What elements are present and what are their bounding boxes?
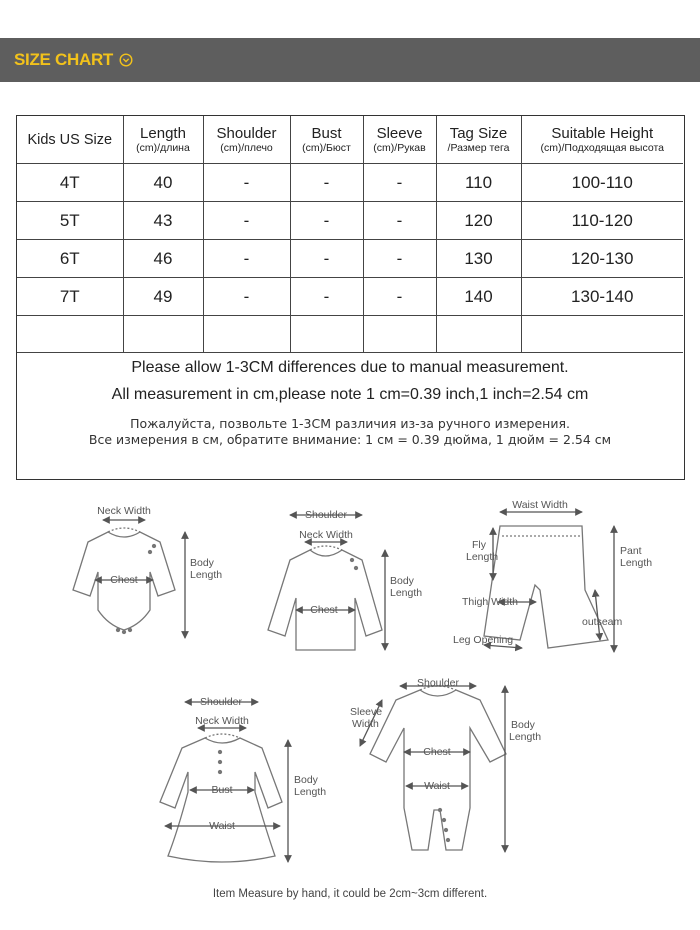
cell-bust: - bbox=[290, 240, 363, 278]
cell-bust: - bbox=[290, 278, 363, 316]
pants-outseam-label: outseam bbox=[582, 616, 623, 628]
shirt-body-length-label-1: Body bbox=[390, 575, 414, 587]
cell-sleeve: - bbox=[363, 164, 436, 202]
pants-pant-length-label-1: Pant bbox=[620, 545, 642, 557]
pants-fly-length-label-1: Fly bbox=[472, 539, 486, 551]
cell-empty bbox=[436, 316, 521, 353]
cell-suitable-height: 130-140 bbox=[521, 278, 683, 316]
header-tag-size: Tag Size /Размер тега bbox=[436, 116, 521, 164]
cell-sleeve: - bbox=[363, 240, 436, 278]
note-allow-difference-ru: Пожалуйста, позвольте 1-3CM различия из-за ручного измерения. bbox=[130, 416, 570, 431]
shirt-shoulder-label: Shoulder bbox=[304, 509, 348, 521]
table-row bbox=[17, 240, 683, 278]
pants-leg-opening-label: Leg Opening bbox=[453, 634, 514, 646]
cell-shoulder: - bbox=[203, 240, 290, 278]
header-shoulder: Shoulder (cm)/плечо bbox=[203, 116, 290, 164]
cell-empty bbox=[363, 316, 436, 353]
bodysuit-chest-label: Chest bbox=[110, 574, 138, 586]
cell-shoulder: - bbox=[203, 164, 290, 202]
pants-fly-length-label-2: Length bbox=[466, 551, 499, 563]
cell-size: 6T bbox=[17, 240, 123, 278]
cell-tag-size: 120 bbox=[436, 202, 521, 240]
romper-body-length-label-2: Length bbox=[509, 731, 542, 743]
table-row-empty bbox=[17, 316, 683, 353]
chevron-down-circle-icon bbox=[119, 53, 133, 67]
bodysuit-body-length-label-2: Length bbox=[190, 569, 223, 581]
table-row bbox=[17, 278, 683, 316]
dress-shoulder-label: Shoulder bbox=[199, 696, 243, 708]
cell-length: 43 bbox=[123, 202, 203, 240]
dress-bust-label: Bust bbox=[211, 784, 233, 796]
cell-empty bbox=[203, 316, 290, 353]
bodysuit-body-length-label-1: Body bbox=[190, 557, 214, 569]
note-unit-conversion: All measurement in cm,please note 1 cm=0.39 inch,1 inch=2.54 cm bbox=[111, 386, 589, 403]
size-table bbox=[17, 116, 683, 353]
header-sleeve: Sleeve (cm)/Рукав bbox=[363, 116, 436, 164]
banner-title: SIZE CHART bbox=[14, 50, 114, 69]
pants-pant-length-label-2: Length bbox=[620, 557, 653, 569]
cell-empty bbox=[17, 316, 123, 353]
dress-body-length-label-1: Body bbox=[294, 774, 318, 786]
dress-neck-width-label: Neck Width bbox=[195, 715, 249, 727]
header-length: Length (cm)/длина bbox=[123, 116, 203, 164]
shirt-neck-width-label: Neck Width bbox=[299, 529, 353, 541]
cell-tag-size: 130 bbox=[436, 240, 521, 278]
pants-diagram bbox=[484, 512, 614, 652]
shirt-body-length-label-2: Length bbox=[390, 587, 423, 599]
cell-shoulder: - bbox=[203, 202, 290, 240]
cell-tag-size: 140 bbox=[436, 278, 521, 316]
header-suitable-height: Suitable Height (cm)/Подходящая высота bbox=[521, 116, 683, 164]
header-bust: Bust (cm)/Бюст bbox=[290, 116, 363, 164]
cell-size: 5T bbox=[17, 202, 123, 240]
bodysuit-neck-width-label: Neck Width bbox=[97, 505, 151, 517]
cell-shoulder: - bbox=[203, 278, 290, 316]
cell-length: 46 bbox=[123, 240, 203, 278]
cell-length: 40 bbox=[123, 164, 203, 202]
romper-chest-label: Chest bbox=[423, 746, 451, 758]
cell-suitable-height: 100-110 bbox=[521, 164, 683, 202]
cell-empty bbox=[290, 316, 363, 353]
cell-sleeve: - bbox=[363, 202, 436, 240]
romper-shoulder-label: Shoulder bbox=[416, 677, 460, 689]
pants-waist-width-label: Waist Width bbox=[512, 499, 568, 511]
cell-tag-size: 110 bbox=[436, 164, 521, 202]
table-row bbox=[17, 164, 683, 202]
header-kids-us-size: Kids US Size bbox=[17, 116, 123, 164]
size-table-box bbox=[16, 115, 685, 480]
cell-empty bbox=[521, 316, 683, 353]
table-row bbox=[17, 202, 683, 240]
table-header-row bbox=[17, 116, 683, 164]
note-unit-conversion-ru: Все измерения в см, обратите внимание: 1 см = 0.39 дюйма, 1 дюйм = 2.54 см bbox=[88, 432, 612, 447]
measurement-diagrams bbox=[0, 490, 700, 930]
cell-suitable-height: 120-130 bbox=[521, 240, 683, 278]
cell-sleeve: - bbox=[363, 278, 436, 316]
footer-measure-note: Item Measure by hand, it could be 2cm~3cm different. bbox=[212, 888, 488, 900]
dress-waist-label: Waist bbox=[209, 820, 235, 832]
cell-empty bbox=[123, 316, 203, 353]
pants-thigh-width-label: Thigh Width bbox=[462, 596, 519, 608]
romper-sleeve-width-label-1: Sleeve bbox=[350, 706, 383, 718]
shirt-chest-label: Chest bbox=[310, 604, 338, 616]
cell-size: 7T bbox=[17, 278, 123, 316]
romper-waist-label: Waist bbox=[424, 780, 450, 792]
cell-suitable-height: 110-120 bbox=[521, 202, 683, 240]
size-chart-banner bbox=[0, 38, 700, 82]
dress-body-length-label-2: Length bbox=[294, 786, 327, 798]
romper-body-length-label-1: Body bbox=[511, 719, 535, 731]
cell-bust: - bbox=[290, 164, 363, 202]
cell-bust: - bbox=[290, 202, 363, 240]
note-allow-difference: Please allow 1-3CM differences due to manual measurement. bbox=[131, 359, 569, 376]
romper-sleeve-width-label-2: Width bbox=[352, 718, 379, 730]
cell-size: 4T bbox=[17, 164, 123, 202]
cell-length: 49 bbox=[123, 278, 203, 316]
